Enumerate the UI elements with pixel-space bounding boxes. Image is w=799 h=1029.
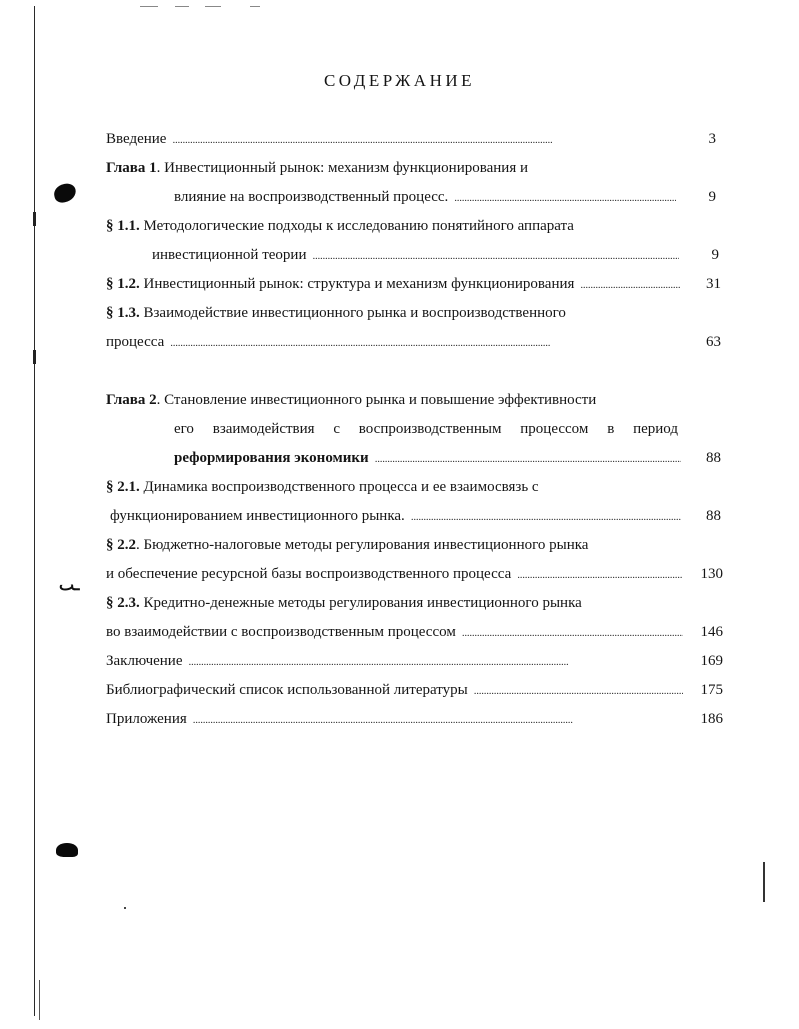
section-prefix: § 2.1. [106, 479, 140, 495]
dot-leader [411, 507, 681, 527]
dot-leader [193, 710, 683, 730]
toc-page-number: 88 [706, 450, 721, 466]
scan-edge-line [34, 6, 35, 1016]
toc-entry-s12 [106, 274, 721, 294]
toc-label: функционированием инвестиционного рынка. [110, 508, 405, 524]
toc-label: . Бюджетно-налоговые методы регулирования инвестиционного рынка [136, 537, 589, 553]
toc-label: влияние на воспроизводственный процесс. [174, 189, 449, 205]
toc-label: Приложения [106, 711, 187, 727]
toc-label: Инвестиционный рынок: структура и механизм функционирования [139, 276, 575, 292]
toc-entry-intro [106, 129, 716, 149]
scan-top-mark [250, 6, 260, 7]
toc-page-number: 3 [708, 131, 716, 147]
toc-label: Введение [106, 131, 167, 147]
scan-top-mark [205, 6, 221, 7]
toc-page-number: 175 [700, 682, 723, 698]
toc-page-number: 186 [700, 711, 723, 727]
toc-page-number: 9 [708, 189, 716, 205]
toc-entry-s22-line2 [106, 564, 723, 584]
toc-label: процесса [106, 334, 165, 350]
toc-page-number: 63 [706, 334, 721, 350]
toc-page-number: 130 [700, 566, 723, 582]
toc-entry-s13-line2 [106, 332, 721, 352]
toc-entry-s23-line2 [106, 622, 723, 642]
toc-entry-ch1-line2 [174, 187, 716, 207]
toc-entry-ch1-line1 [106, 158, 706, 178]
toc-entry-s21-line1 [106, 477, 716, 497]
toc-label: Методологические подходы к исследованию понятийного аппарата [139, 218, 574, 234]
toc-label: Кредитно-денежные методы регулирования инвестиционного рынка [139, 595, 582, 611]
toc-label: Библиографический список использованной литературы [106, 682, 468, 698]
scan-edge-tick [33, 212, 36, 226]
toc-entry-s11-line2 [152, 245, 719, 265]
section-prefix: § 1.2. [106, 276, 140, 292]
toc-label: и обеспечение ресурсной базы воспроизводственного процесса [106, 566, 512, 582]
dot-leader [172, 130, 676, 150]
toc-entry-s22-line1 [106, 535, 716, 555]
page-title: СОДЕРЖАНИЕ [323, 71, 476, 90]
toc-page-number: 88 [706, 508, 721, 524]
toc-page-number: 169 [700, 653, 723, 669]
toc-entry-ch2-line3 [174, 448, 721, 468]
dot-leader [580, 275, 681, 295]
chapter-prefix: Глава 1 [106, 160, 157, 176]
section-prefix: § 1.3. [106, 305, 140, 321]
toc-label: реформирования экономики [174, 450, 369, 466]
dot-leader [312, 246, 679, 266]
dot-leader [170, 333, 681, 353]
scan-top-mark [175, 6, 189, 7]
ink-blot [56, 843, 78, 857]
ink-blot [52, 182, 77, 204]
scan-edge-line [39, 980, 40, 1020]
toc-entry-bibliography [106, 680, 723, 700]
section-prefix: § 2.2 [106, 537, 136, 553]
dot-leader [517, 565, 683, 585]
toc-page-number: 146 [700, 624, 723, 640]
toc-label: . Становление инвестиционного рынка и повышение эффективности [156, 392, 597, 408]
toc-page-number: 31 [706, 276, 721, 292]
toc-label: во взаимодействии с воспроизводственным процессом [106, 624, 456, 640]
toc-page-number: 9 [711, 247, 719, 263]
ink-dot [124, 907, 126, 909]
toc-label: инвестиционной теории [152, 247, 307, 263]
toc-label: Заключение [106, 653, 183, 669]
section-prefix: § 1.1. [106, 218, 140, 234]
toc-entry-ch2-line1 [106, 390, 716, 410]
toc-label: Взаимодействие инвестиционного рынка и воспроизводственного [139, 305, 566, 321]
dot-leader [454, 188, 676, 208]
dot-leader [189, 652, 684, 672]
scan-edge-line [763, 862, 765, 902]
scan-top-mark [140, 6, 158, 7]
toc-label: Динамика воспроизводственного процесса и ее взаимосвязь с [139, 479, 539, 495]
toc-entry-appendix [106, 709, 723, 729]
dot-leader [462, 623, 683, 643]
toc-entry-s13-line1 [106, 303, 716, 323]
chapter-prefix: Глава 2 [106, 392, 157, 408]
toc-entry-ch2-line2: его взаимодействия с воспроизводственным процессом в период [174, 421, 678, 437]
ink-mark: ـٮ [59, 577, 80, 594]
dot-leader [474, 681, 683, 701]
toc-entry-s23-line1 [106, 593, 716, 613]
dot-leader [375, 449, 681, 469]
toc-entry-conclusion [106, 651, 723, 671]
toc-label: . Инвестиционный рынок: механизм функционирования и [156, 160, 528, 176]
scan-edge-tick [33, 350, 36, 364]
toc-entry-s11-line1 [106, 216, 716, 236]
section-prefix: § 2.3. [106, 595, 140, 611]
toc-entry-s21-line2 [110, 506, 721, 526]
